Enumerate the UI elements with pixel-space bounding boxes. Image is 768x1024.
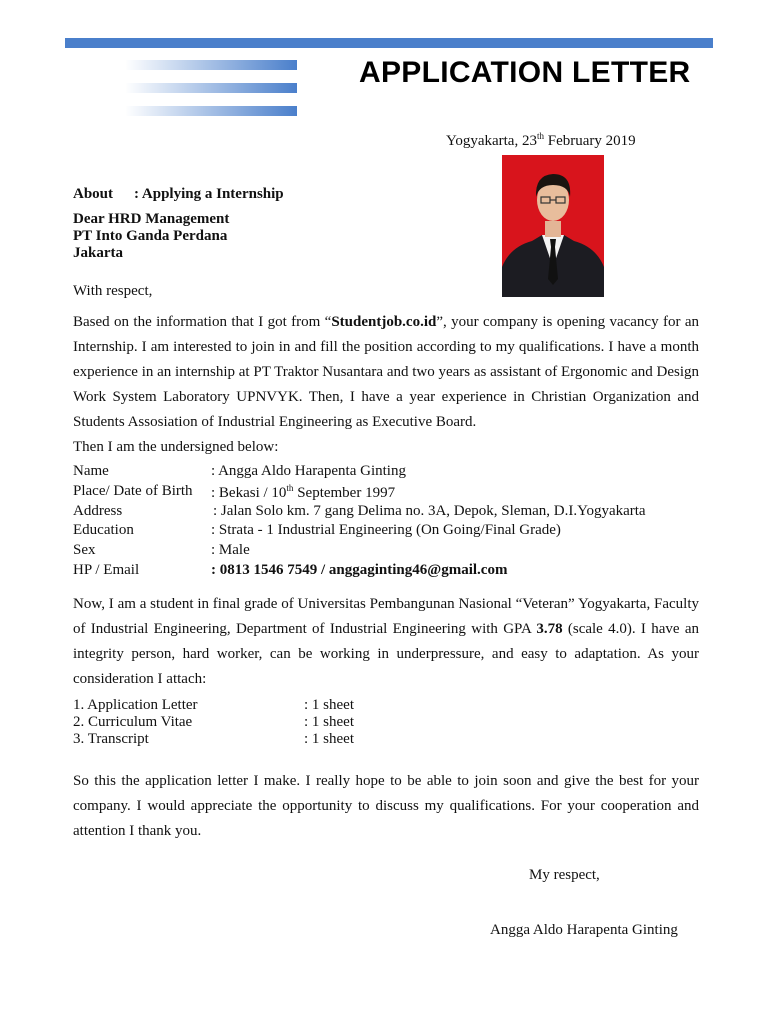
recipient-line: PT Into Ganda Perdana <box>73 228 228 244</box>
undersigned-text: Then I am the undersigned below: <box>73 439 279 455</box>
header-stripe <box>125 83 297 93</box>
attachment-item: 1. Application Letter : 1 sheet <box>73 697 354 713</box>
attachment-item: 2. Curriculum Vitae : 1 sheet <box>73 714 354 730</box>
person-photo-icon <box>502 155 604 297</box>
intro-paragraph: Based on the information that I got from “Studentjob.co.id”, your company is opening vacancy for an Internship. I am interested to join in and fill the position according to my qualifications. I have a month experience in an internship at PT Traktor Nusantara and two years as assistant of Ergonomic and Design Work System Laboratory UPNVYK. Then, I have a year experience in Christian Organization and Students Assosiation of Industrial Engineering as Executive Board. <box>73 314 699 430</box>
about-value: : Applying a Internship <box>134 186 284 202</box>
header-stripe <box>125 106 297 116</box>
header-stripe <box>125 60 297 70</box>
recipient-line: Dear HRD Management <box>73 211 230 227</box>
header-bar <box>65 38 713 48</box>
recipient-line: Jakarta <box>73 245 123 261</box>
attachment-item: 3. Transcript : 1 sheet <box>73 731 354 747</box>
status-paragraph: Now, I am a student in final grade of Universitas Pembangunan Nasional “Veteran” Yogyakarta, Faculty of Industrial Engineering, Department of Industrial Engineering with GPA 3.78 (scale 4.0). I have an integrity person, hard worker, can be working in underpressure, and easy to adaptation. As your consideration I attach: <box>73 596 700 687</box>
person-photo <box>502 155 604 297</box>
signature-name: Angga Aldo Harapenta Ginting <box>490 922 678 938</box>
greeting: With respect, <box>73 283 153 299</box>
page-title: APPLICATION LETTER <box>359 56 691 89</box>
signoff: My respect, <box>529 867 600 883</box>
about-label: About <box>73 186 114 202</box>
closing-paragraph: So this the application letter I make. I really hope to be able to join soon and give the best for your company. I would appreciate the opportunity to discuss my qualifications. For your cooperation and attention I thank you. <box>73 773 699 839</box>
letter-date: Yogyakarta, 23th February 2019 <box>446 131 636 149</box>
